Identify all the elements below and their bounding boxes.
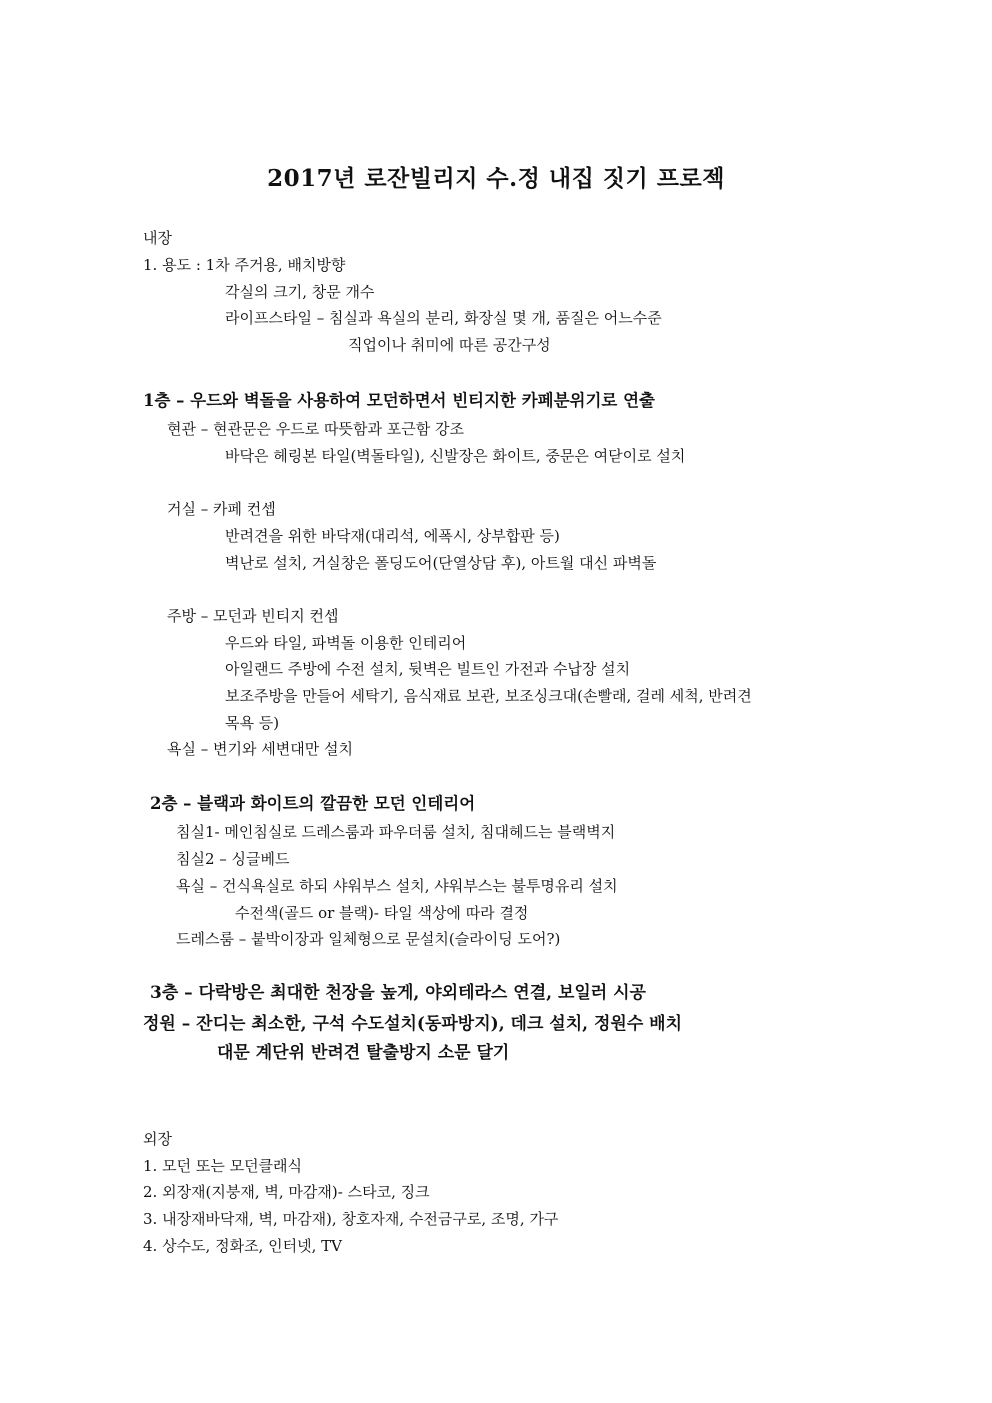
floor1-kitchen-5: 목욕 등) [225, 714, 280, 732]
floor1-heading: 1층 – 우드와 벽돌을 사용하여 모던하면서 빈티지한 카페분위기로 연출 [143, 391, 655, 410]
floor1-living-1: 거실 – 카페 컨셉 [167, 500, 276, 518]
floor1-living-2: 반려견을 위한 바닥재(대리석, 에폭시, 상부합판 등) [225, 527, 560, 545]
floor3-line: 3층 – 다락방은 최대한 천장을 높게, 야외테라스 연결, 보일러 시공 [150, 983, 646, 1003]
floor2-heading: 2층 – 블랙과 화이트의 깔끔한 모던 인테리어 [150, 794, 476, 813]
interior-heading: 내장 [143, 229, 172, 247]
garden-line-1: 정원 – 잔디는 최소한, 구석 수도설치(동파방지), 데크 설치, 정원수 배치 [143, 1014, 683, 1034]
floor2-bath-2: 수전색(골드 or 블랙)- 타일 색상에 따라 결정 [235, 904, 529, 922]
garden-line-2: 대문 계단위 반려견 탈출방지 소문 달기 [217, 1043, 510, 1063]
floor2-bedroom2: 침실2 – 싱글베드 [176, 850, 290, 868]
floor1-bath: 욕실 – 변기와 세변대만 설치 [167, 740, 353, 758]
use-line-2: 각실의 크기, 창문 개수 [225, 283, 375, 301]
exterior-item: 2. 외장재(지붕재, 벽, 마감재)- 스타코, 징크 [143, 1183, 430, 1201]
floor1-living-3: 벽난로 설치, 거실창은 폴딩도어(단열상담 후), 아트월 대신 파벽돌 [225, 554, 657, 572]
floor1-kitchen-3: 아일랜드 주방에 수전 설치, 뒷벽은 빌트인 가전과 수납장 설치 [225, 660, 631, 678]
floor1-entrance-1: 현관 – 현관문은 우드로 따뜻함과 포근함 강조 [167, 420, 464, 438]
floor1-kitchen-1: 주방 – 모던과 빈티지 컨셉 [167, 607, 339, 625]
document-title: 2017년 로잔빌리지 수.정 내집 짓기 프로젝 [267, 165, 725, 192]
floor2-bath-1: 욕실 – 건식욕실로 하되 샤워부스 설치, 샤워부스는 불투명유리 설치 [176, 877, 618, 895]
floor1-kitchen-4: 보조주방을 만들어 세탁기, 음식재료 보관, 보조싱크대(손빨래, 걸레 세척, 반려견 [225, 687, 752, 705]
exterior-item: 3. 내장재바닥재, 벽, 마감재), 창호자재, 수전금구로, 조명, 가구 [143, 1210, 559, 1228]
use-line-3: 라이프스타일 – 침실과 욕실의 분리, 화장실 몇 개, 품질은 어느수준 [225, 309, 662, 327]
use-line-4: 직업이나 취미에 따른 공간구성 [348, 336, 551, 354]
use-line-1: 1. 용도 : 1차 주거용, 배치방향 [143, 256, 346, 274]
exterior-item: 4. 상수도, 정화조, 인터넷, TV [143, 1237, 342, 1255]
floor1-kitchen-2: 우드와 타일, 파벽돌 이용한 인테리어 [225, 634, 467, 652]
floor2-bedroom1: 침실1- 메인침실로 드레스룸과 파우더룸 설치, 침대헤드는 블랙벽지 [176, 823, 616, 841]
exterior-heading: 외장 [143, 1130, 172, 1148]
floor1-entrance-2: 바닥은 헤링본 타일(벽돌타일), 신발장은 화이트, 중문은 여닫이로 설치 [225, 447, 686, 465]
exterior-item: 1. 모던 또는 모던클래식 [143, 1157, 303, 1175]
floor2-dressroom: 드레스룸 – 붙박이장과 일체형으로 문설치(슬라이딩 도어?) [176, 930, 561, 948]
